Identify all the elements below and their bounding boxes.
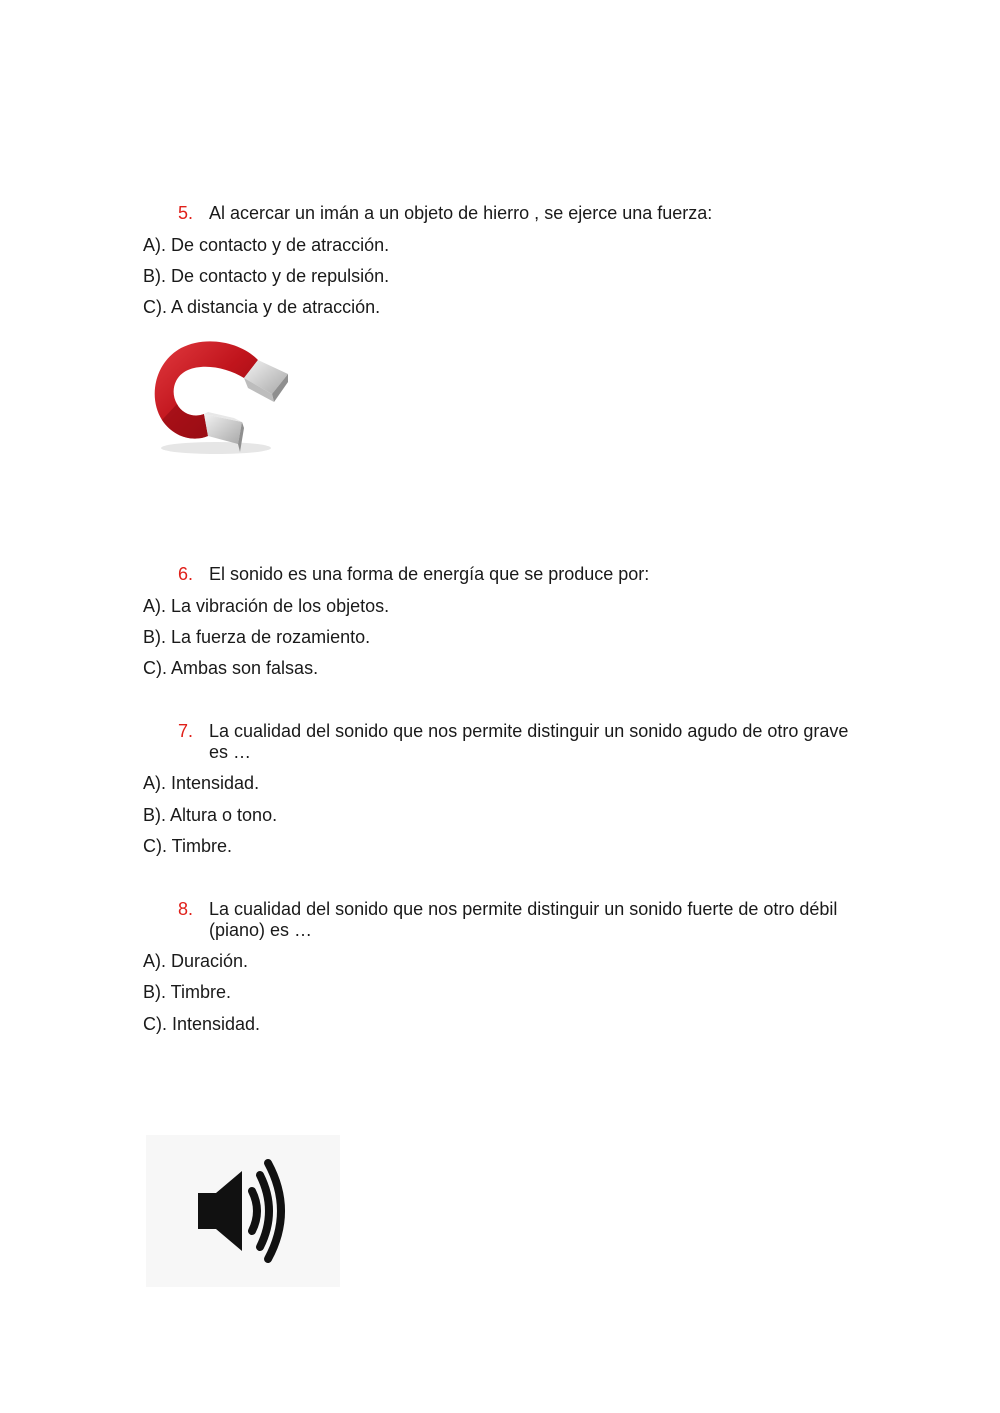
option-b[interactable]: B). Timbre.: [143, 982, 232, 1002]
horseshoe-magnet-icon: [146, 330, 296, 460]
option-c[interactable]: C). Ambas son falsas.: [143, 658, 319, 678]
option-a[interactable]: A). Intensidad.: [143, 773, 260, 793]
speaker-volume-icon: [146, 1135, 340, 1287]
option-a[interactable]: A). La vibración de los objetos.: [143, 596, 390, 616]
option-c[interactable]: C). Intensidad.: [143, 1014, 261, 1034]
question-text: La cualidad del sonido que nos permite distinguir un sonido fuerte de otro débil (piano) es …: [209, 899, 838, 940]
question-number: 8.: [178, 899, 194, 919]
option-b[interactable]: B). La fuerza de rozamiento.: [143, 627, 371, 647]
question-number: 5.: [178, 203, 194, 223]
option-a[interactable]: A). Duración.: [143, 951, 249, 971]
option-b[interactable]: B). Altura o tono.: [143, 805, 278, 825]
option-c[interactable]: C). A distancia y de atracción.: [143, 297, 381, 317]
option-a[interactable]: A). De contacto y de atracción.: [143, 235, 390, 255]
question-number: 6.: [178, 564, 194, 584]
question-text: Al acercar un imán a un objeto de hierro , se ejerce una fuerza:: [209, 203, 713, 223]
question-text: El sonido es una forma de energía que se produce por:: [209, 564, 650, 584]
option-c[interactable]: C). Timbre.: [143, 836, 233, 856]
question-text: La cualidad del sonido que nos permite distinguir un sonido agudo de otro grave es …: [209, 721, 849, 762]
option-b[interactable]: B). De contacto y de repulsión.: [143, 266, 390, 286]
question-number: 7.: [178, 721, 194, 741]
